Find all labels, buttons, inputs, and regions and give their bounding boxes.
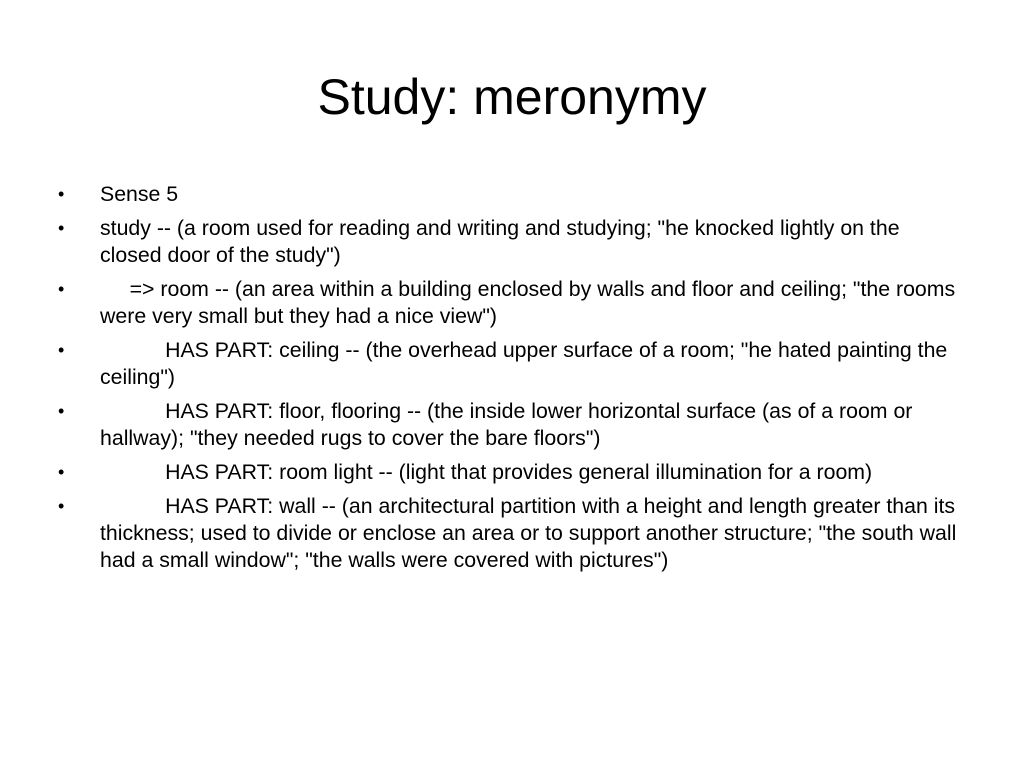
bullet-icon: • (58, 184, 65, 204)
bullet-text: HAS PART: room light -- (light that provides general illumination for a room) (100, 460, 873, 484)
bullet-text: HAS PART: ceiling -- (the overhead upper surface of a room; "he hated painting the ceiling") (100, 338, 954, 389)
bullet-icon: • (58, 401, 65, 421)
bullet-item (58, 459, 963, 486)
bullet-list (58, 181, 963, 581)
bullet-item (58, 337, 963, 391)
bullet-text: Sense 5 (100, 182, 179, 206)
bullet-item (58, 276, 963, 330)
bullet-item (58, 493, 963, 574)
bullet-text: HAS PART: wall -- (an architectural partition with a height and length greater than its thickness; used to divide or enclose an area or to support another structure; "the south wall had a small window"; "the walls were covered with pictures") (100, 494, 963, 572)
bullet-icon: • (58, 340, 65, 360)
slide-title: Study: meronymy (317, 69, 707, 125)
bullet-item (58, 215, 963, 269)
bullet-text: => room -- (an area within a building enclosed by walls and floor and ceiling; "the rooms were very small but they had a nice view") (100, 277, 962, 328)
bullet-item (58, 181, 963, 208)
bullet-icon: • (58, 496, 65, 516)
bullet-text: study -- (a room used for reading and writing and studying; "he knocked lightly on the closed door of the study") (100, 216, 906, 267)
bullet-icon: • (58, 462, 65, 482)
bullet-icon: • (58, 279, 65, 299)
bullet-icon: • (58, 218, 65, 238)
bullet-text: HAS PART: floor, flooring -- (the inside lower horizontal surface (as of a room or hallway); "they needed rugs to cover the bare floors") (100, 399, 919, 450)
bullet-item (58, 398, 963, 452)
